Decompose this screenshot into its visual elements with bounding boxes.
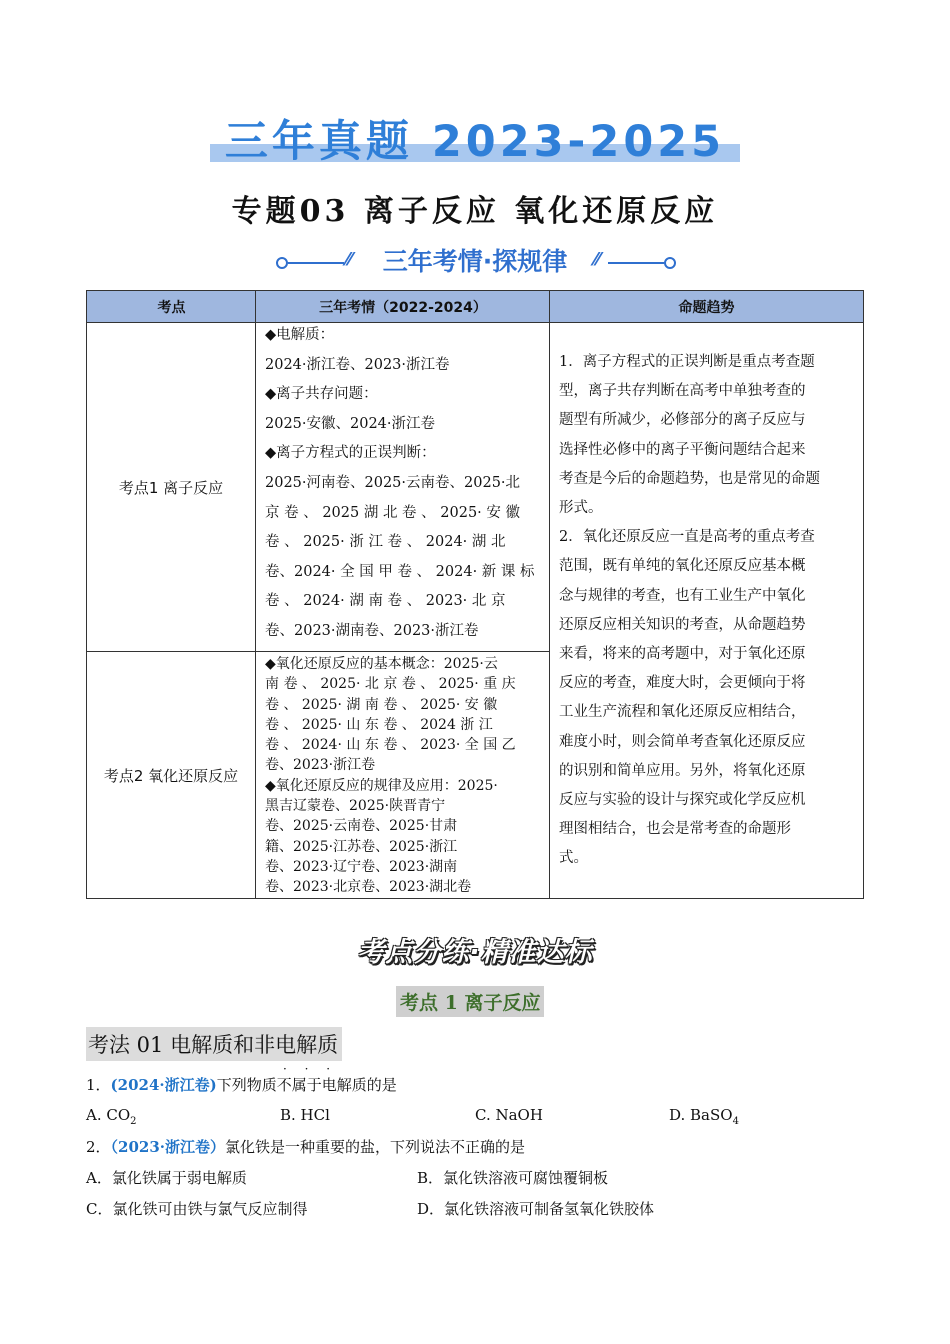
table-divider bbox=[549, 291, 550, 898]
decor-slash-left-icon: ⁄⁄ bbox=[346, 249, 353, 270]
table-header-point: 考点 bbox=[87, 291, 256, 323]
history-line: 卷、2023·湖南卷、2023·浙江卷 bbox=[265, 622, 479, 639]
option-subscript: 2 bbox=[130, 1116, 137, 1127]
section-header-label: 三年考情·探规律 bbox=[382, 247, 568, 276]
option-b: B. HCl bbox=[280, 1106, 330, 1124]
trend-line: 念与规律的考查，也有工业生产中氧化 bbox=[559, 587, 806, 604]
trend-text bbox=[559, 348, 855, 874]
trend-line: 反应的考查，难度大时，会更倾向于将 bbox=[559, 675, 806, 692]
history-line: 2025·河南卷、2025·云南卷、2025·北 bbox=[265, 474, 521, 491]
history-line: 卷 、 2025· 湖 南 卷 、 2025· 安 徽 bbox=[265, 696, 498, 713]
trend-line: 1．离子方程式的正误判断是重点考查题 bbox=[559, 354, 815, 370]
topic-subtitle: 专题03 离子反应 氧化还原反应 bbox=[231, 194, 719, 229]
table-divider bbox=[255, 291, 256, 898]
question-number: 1． bbox=[86, 1076, 111, 1094]
history-line: 京 卷 、 2025 湖 北 卷 、 2025· 安 徽 bbox=[265, 504, 521, 521]
option-subscript: 4 bbox=[732, 1116, 739, 1127]
option-a: A．氯化铁属于弱电解质 bbox=[86, 1169, 247, 1187]
method-title: 考法 01 电解质和非电解质 bbox=[86, 1027, 342, 1061]
row1-exam-history bbox=[265, 321, 541, 647]
trend-line: 式。 bbox=[559, 850, 588, 867]
trend-line: 工业生产流程和氧化还原反应相结合， bbox=[559, 704, 806, 721]
section-header-trends bbox=[0, 240, 950, 280]
history-line: 卷 、 2025· 浙 江 卷 、 2024· 湖 北 bbox=[265, 534, 506, 551]
question-1 bbox=[86, 1074, 397, 1095]
exam-trends-table bbox=[86, 290, 864, 899]
trend-line: 范围，既有单纯的氧化还原反应基本概 bbox=[559, 558, 806, 575]
banner-title: 三年真题 2023-2025 bbox=[224, 117, 726, 167]
trend-line: 的识别和简单应用。另外，将氧化还原 bbox=[559, 762, 806, 779]
history-line: ◆氧化还原反应的基本概念：2025·云 bbox=[265, 656, 498, 672]
decor-line-right bbox=[608, 262, 664, 264]
history-line: 南 卷 、 2025· 北 京 卷 、 2025· 重 庆 bbox=[265, 676, 516, 693]
question-stem: 氯化铁是一种重要的盐，下列说法不正确的是 bbox=[225, 1138, 526, 1156]
decor-dot-right-icon bbox=[664, 257, 676, 269]
history-line: 2025·安徽、2024·浙江卷 bbox=[265, 415, 436, 432]
option-a bbox=[86, 1106, 137, 1127]
history-line: 卷 、 2024· 湖 南 卷 、 2023· 北 京 bbox=[265, 593, 506, 610]
question-2 bbox=[86, 1136, 525, 1157]
question-stem: 电解质的是 bbox=[321, 1076, 397, 1094]
row-label-redox-reaction: 考点2 氧化还原反应 bbox=[103, 766, 239, 785]
trend-line: 理图相结合，也会是常考查的命题形 bbox=[559, 821, 791, 838]
option-text: D. BaSO bbox=[669, 1106, 733, 1124]
trend-line: 考查是今后的命题趋势，也是常见的命题 bbox=[559, 470, 820, 487]
trend-line: 来看，将来的高考题中，对于氧化还原 bbox=[559, 646, 806, 663]
table-header-history: 三年考情（2022-2024） bbox=[256, 291, 550, 323]
history-line: 卷 、 2024· 山 东 卷 、 2023· 全 国 乙 bbox=[265, 737, 516, 754]
trend-line: 还原反应相关知识的考查，从命题趋势 bbox=[559, 616, 806, 633]
row-label-ionic-reaction: 考点1 离子反应 bbox=[118, 478, 224, 497]
row2-exam-history bbox=[265, 654, 541, 898]
history-line: 卷、2025·云南卷、2025·甘肃 bbox=[265, 818, 458, 835]
trend-line: 选择性必修中的离子平衡问题结合起来 bbox=[559, 441, 806, 458]
history-line: 卷、2023·北京卷、2023·湖北卷 bbox=[265, 879, 472, 896]
history-line: ◆离子共存问题： bbox=[265, 386, 378, 403]
history-line: 卷、2024· 全 国 甲 卷 、 2024· 新 课 标 bbox=[265, 563, 535, 580]
trend-line: 2．氧化还原反应一直是高考的重点考查 bbox=[559, 529, 815, 546]
history-line: 卷、2023·辽宁卷、2023·湖南 bbox=[265, 858, 458, 875]
history-line: 籍、2025·江苏卷、2025·浙江 bbox=[265, 838, 458, 855]
trend-line: 难度小时，则会简单考查氧化还原反应 bbox=[559, 733, 806, 750]
history-line: 2024·浙江卷、2023·浙江卷 bbox=[265, 356, 450, 373]
table-header-trend: 命题趋势 bbox=[550, 291, 863, 323]
decor-slash-right-icon: ⁄⁄ bbox=[594, 249, 601, 270]
option-d bbox=[669, 1106, 739, 1127]
trend-line: 反应与实验的设计与探究或化学反应机 bbox=[559, 792, 806, 809]
title-banner bbox=[0, 104, 950, 174]
option-c: C. NaOH bbox=[475, 1106, 543, 1124]
history-line: ◆氧化还原反应的规律及应用：2025· bbox=[265, 777, 498, 794]
question-source: （2023·浙江卷） bbox=[110, 1138, 226, 1156]
option-text: A. CO bbox=[86, 1106, 131, 1124]
option-d: D．氯化铁溶液可制备氢氧化铁胶体 bbox=[417, 1200, 655, 1218]
trend-line: 形式。 bbox=[559, 500, 603, 517]
history-line: ◆电解质： bbox=[265, 327, 335, 343]
trend-line: 型，离子共存判断在高考中单独考查的 bbox=[559, 383, 806, 400]
question-stem: 下列物质 bbox=[216, 1076, 277, 1094]
emphasis-dots: · · · bbox=[283, 1062, 338, 1076]
history-line: ◆离子方程式的正误判断： bbox=[265, 445, 436, 462]
option-c: C．氯化铁可由铁与氯气反应制得 bbox=[86, 1200, 308, 1218]
question-stem-emphasis: 不属于 bbox=[276, 1076, 322, 1094]
point-title: 考点 1 离子反应 bbox=[396, 986, 544, 1017]
option-b: B．氯化铁溶液可腐蚀覆铜板 bbox=[417, 1169, 609, 1187]
question-source: (2024·浙江卷) bbox=[110, 1076, 217, 1094]
trend-line: 题型有所减少，必修部分的离子反应与 bbox=[559, 412, 806, 429]
history-line: 卷、2023·浙江卷 bbox=[265, 757, 376, 774]
history-line: 卷 、 2025· 山 东 卷 、 2024 浙 江 bbox=[265, 716, 493, 733]
history-line: 黑吉辽蒙卷、2025·陕晋青宁 bbox=[265, 798, 446, 815]
section-header-practice: 考点分练·精准达标 bbox=[357, 937, 593, 968]
question-number: 2． bbox=[86, 1138, 111, 1156]
